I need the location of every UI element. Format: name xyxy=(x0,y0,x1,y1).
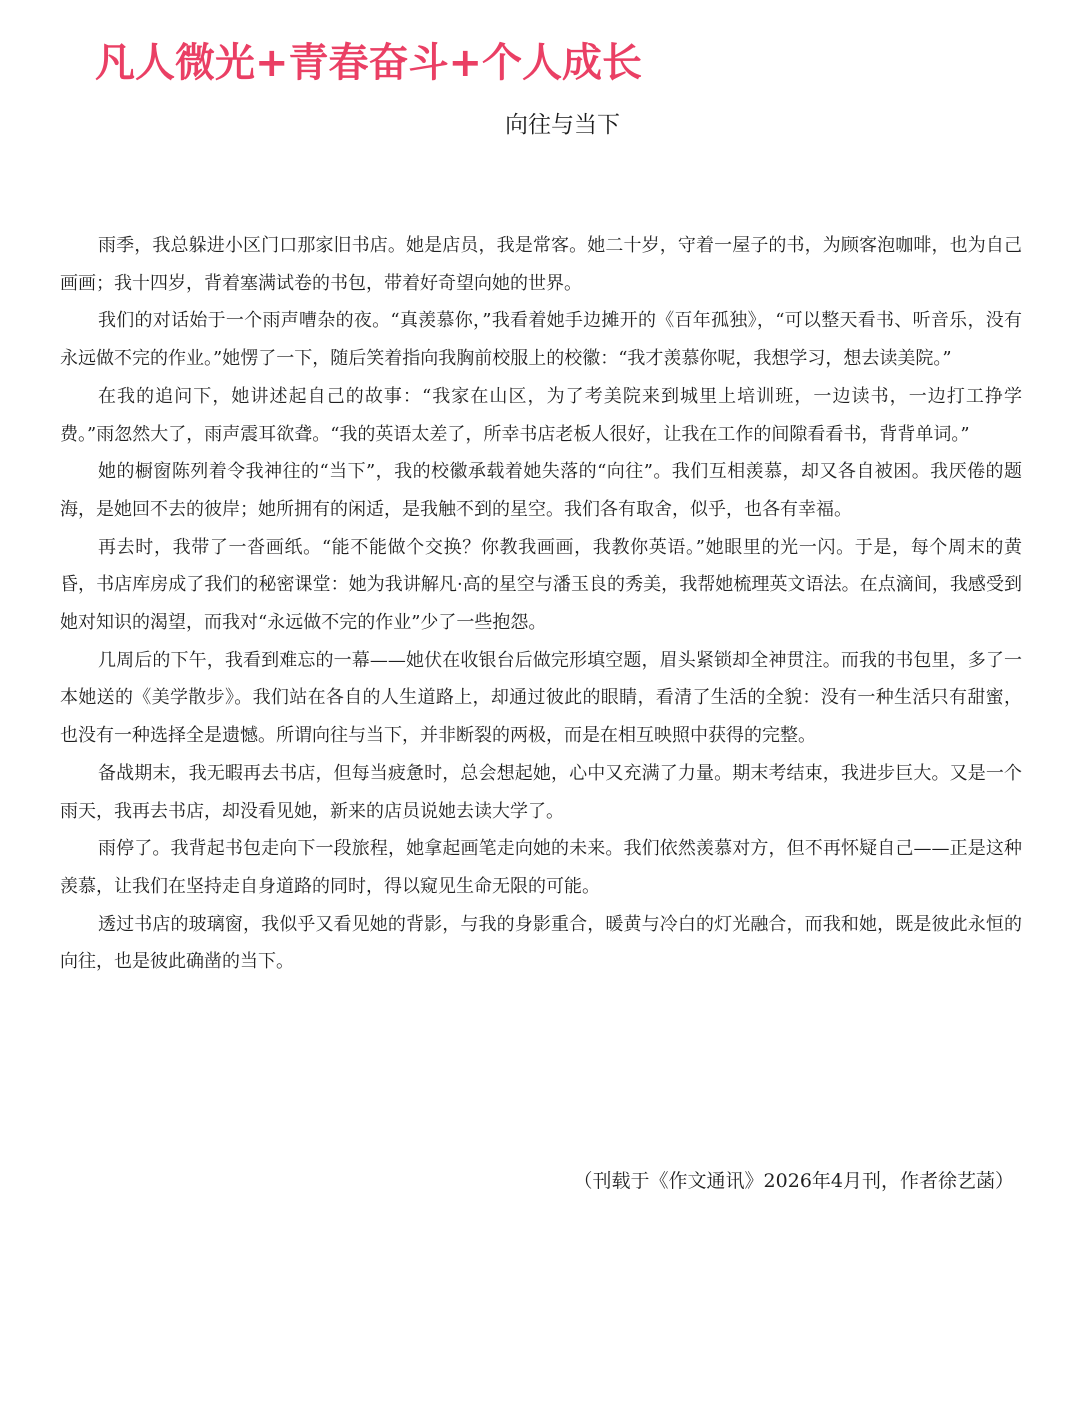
paragraph: 透过书店的玻璃窗，我似乎又看见她的背影，与我的身影重合，暖黄与冷白的灯光融合，而我和她，既是彼此永恒的向往，也是彼此确凿的当下。 xyxy=(60,913,1022,973)
paragraph: 在我的追问下，她讲述起自己的故事：“我家在山区，为了考美院来到城里上培训班，一边读书，一边打工挣学费。”雨忽然大了，雨声震耳欲聋。“我的英语太差了，所幸书店老板人很好，让我在工作的间隙看看书，背背单词。” xyxy=(60,385,1022,445)
paragraph: 备战期末，我无暇再去书店，但每当疲惫时，总会想起她，心中又充满了力量。期末考结束，我进步巨大。又是一个雨天，我再去书店，却没看见她，新来的店员说她去读大学了。 xyxy=(60,762,1022,822)
paragraph: 再去时，我带了一沓画纸。“能不能做个交换？你教我画画，我教你英语。”她眼里的光一闪。于是，每个周末的黄昏，书店库房成了我们的秘密课堂：她为我讲解凡·高的星空与潘玉良的秀美，我帮她梳理英文语法。在点滴间，我感受到她对知识的渴望，而我对“永远做不完的作业”少了一些抱怨。 xyxy=(60,536,1022,634)
paragraph: 几周后的下午，我看到难忘的一幕——她伏在收银台后做完形填空题，眉头紧锁却全神贯注。而我的书包里，多了一本她送的《美学散步》。我们站在各自的人生道路上，却通过彼此的眼睛，看清了生活的全貌：没有一种生活只有甜蜜，也没有一种选择全是遗憾。所谓向往与当下，并非断裂的两极，而是在相互映照中获得的完整。 xyxy=(60,649,1022,747)
paragraph: 我们的对话始于一个雨声嘈杂的夜。“真羡慕你，”我看着她手边摊开的《百年孤独》，“可以整天看书、听音乐，没有永远做不完的作业。”她愣了一下，随后笑着指向我胸前校服上的校徽：“我才羡慕你呢，我想学习，想去读美院。” xyxy=(60,310,1022,370)
paragraph: 雨停了。我背起书包走向下一段旅程，她拿起画笔走向她的未来。我们依然羡慕对方，但不再怀疑自己——正是这种羡慕，让我们在坚持走自身道路的同时，得以窥见生命无限的可能。 xyxy=(60,838,1022,897)
paragraph: 她的橱窗陈列着令我神往的“当下”，我的校徽承载着她失落的“向往”。我们互相羡慕，却又各自被困。我厌倦的题海，是她回不去的彼岸；她所拥有的闲适，是我触不到的星空。我们各有取舍，似乎，也各有幸福。 xyxy=(60,461,1022,520)
essay-title: 向往与当下 xyxy=(505,112,620,138)
publication-credit: （刊载于《作文通讯》2026年4月刊，作者徐艺菡） xyxy=(573,1170,1014,1192)
essay-body xyxy=(60,227,1022,981)
theme-headline: 凡人微光+青春奋斗+个人成长 xyxy=(95,40,643,86)
paragraph: 雨季，我总躲进小区门口那家旧书店。她是店员，我是常客。她二十岁，守着一屋子的书，为顾客泡咖啡，也为自己画画；我十四岁，背着塞满试卷的书包，带着好奇望向她的世界。 xyxy=(60,235,1022,294)
